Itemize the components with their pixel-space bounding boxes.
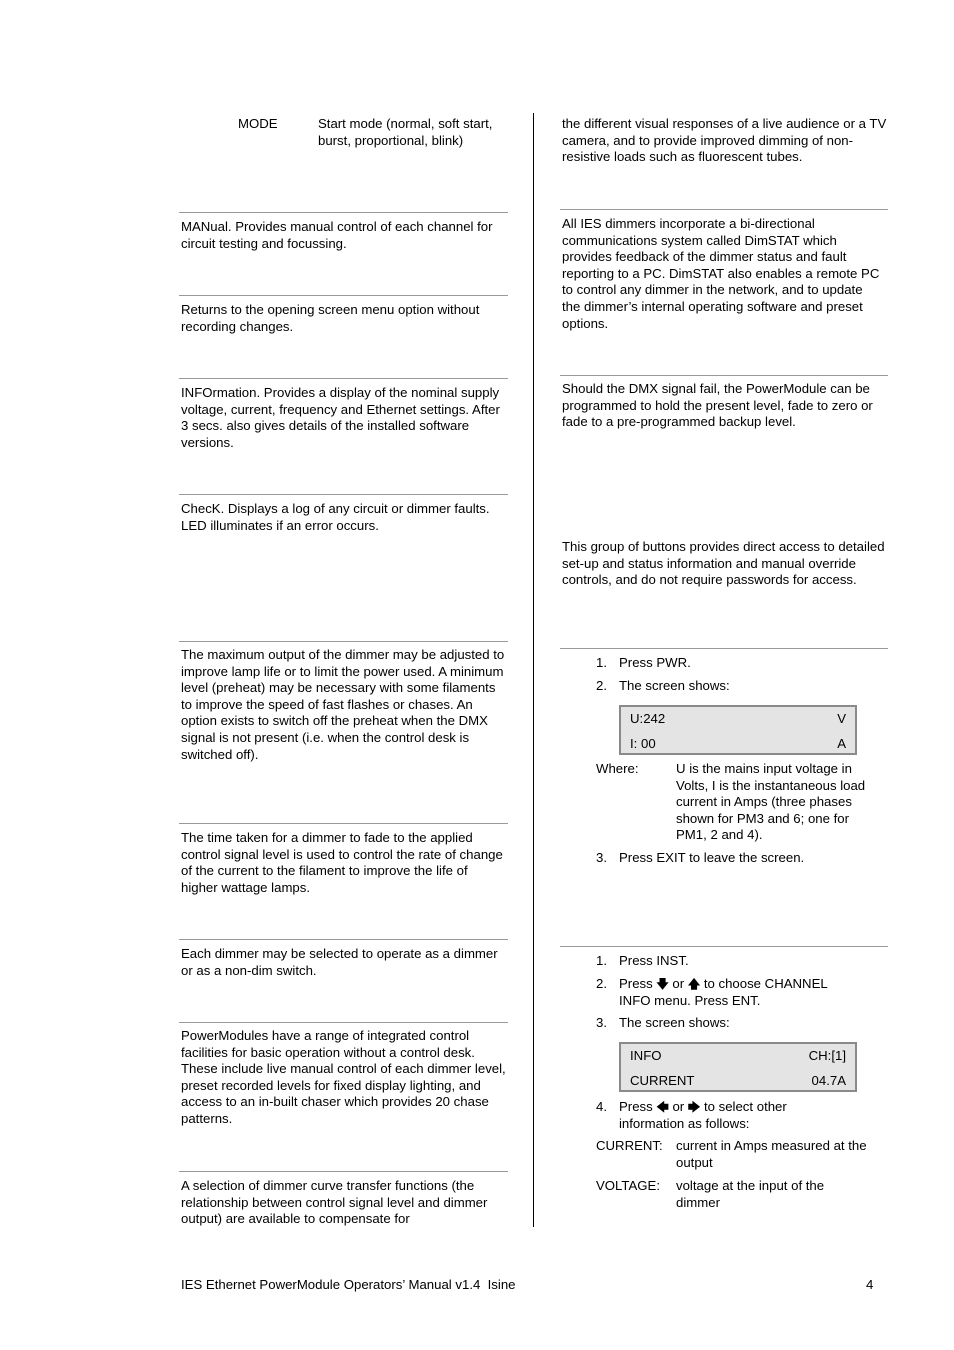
- lcd-display: [619, 1042, 857, 1092]
- lcd-current-unit: A: [837, 736, 846, 751]
- lcd-current-value: 04.7A: [811, 1073, 846, 1088]
- where-label: Where:: [596, 761, 639, 776]
- curves-paragraph: A selection of dimmer curve transfer functions (the relationship between control signal level and dimmer output) are available to compensate for: [181, 1178, 488, 1227]
- max-output-paragraph: The maximum output of the dimmer may be adjusted to improve lamp life or to limit the power used. A minimum level (preheat) may be necessary with some filaments to improve the speed of fast flashes or chases. An option exists to switch off the preheat when the DMX signal is not present (i.e. when the control desk is switched off).: [181, 647, 505, 762]
- curves-continued-paragraph: the different visual responses of a live audience or a TV camera, and to provide improved dimming of non-resistive loads such as fluorescent tubes.: [562, 116, 887, 165]
- step-number: 1.: [596, 953, 607, 968]
- divider: [179, 378, 508, 379]
- mode-term: MODE: [238, 116, 278, 131]
- arrow-right-icon: 🡆: [687, 1100, 701, 1114]
- arrow-left-icon: 🡄: [656, 1100, 669, 1114]
- lcd-voltage-label: U:242: [630, 711, 666, 726]
- step-text: Press EXIT to leave the screen.: [619, 850, 805, 865]
- step-text: Press 🡇 or 🡅 to choose CHANNEL INFO menu. Press ENT.: [619, 976, 828, 1008]
- voltage-label: VOLTAGE:: [596, 1178, 660, 1193]
- information-paragraph: INFOrmation. Provides a display of the nominal supply voltage, current, frequency and Ethernet settings. After 3 secs. also gives details of the installed software versions.: [181, 385, 500, 450]
- current-description: current in Amps measured at the output: [676, 1138, 867, 1170]
- divider: [179, 823, 508, 824]
- buttons-paragraph: This group of buttons provides direct access to detailed set-up and status information and manual override controls, and do not require passwords for access.: [562, 539, 885, 588]
- step-number: 3.: [596, 1015, 607, 1030]
- step-number: 2.: [596, 976, 607, 991]
- page-number: 4: [866, 1277, 874, 1292]
- divider: [179, 1022, 508, 1023]
- voltage-description: voltage at the input of the dimmer: [676, 1178, 825, 1210]
- manual-paragraph: MANual. Provides manual control of each channel for circuit testing and focussing.: [181, 219, 493, 251]
- lcd-current-label: CURRENT: [630, 1073, 695, 1088]
- step-number: 3.: [596, 850, 607, 865]
- footer-title: IES Ethernet PowerModule Operators’ Manual v1.4 Isine: [181, 1277, 516, 1292]
- lcd-channel-value: CH:[1]: [808, 1048, 846, 1063]
- mode-description: Start mode (normal, soft start, burst, proportional, blink): [318, 116, 493, 148]
- step-number: 2.: [596, 678, 607, 693]
- integrated-control-paragraph: PowerModules have a range of integrated control facilities for basic operation without a control desk. These include live manual control of each dimmer level, preset recorded levels for fixed display lighting, and access to an in-built chaser which provides 20 chase patterns.: [181, 1028, 506, 1126]
- step-text: Press 🡄 or 🡆 to select other information as follows:: [619, 1099, 787, 1131]
- divider: [179, 641, 508, 642]
- divider: [560, 375, 888, 376]
- divider: [179, 295, 508, 296]
- divider: [560, 648, 888, 649]
- check-paragraph: ChecK. Displays a log of any circuit or dimmer faults. LED illuminates if an error occurs.: [181, 501, 490, 533]
- step-text: The screen shows:: [619, 1015, 730, 1030]
- lcd-info-label: INFO: [630, 1048, 662, 1063]
- divider: [560, 209, 888, 210]
- arrow-down-icon: 🡇: [656, 977, 669, 991]
- lcd-voltage-unit: V: [837, 711, 846, 726]
- returns-paragraph: Returns to the opening screen menu option without recording changes.: [181, 302, 480, 334]
- lcd-current-label: I: 00: [630, 736, 656, 751]
- divider: [179, 939, 508, 940]
- step-text: The screen shows:: [619, 678, 730, 693]
- column-separator: [533, 113, 534, 1227]
- dimstat-paragraph: All IES dimmers incorporate a bi-directional communications system called DimSTAT which provides feedback of the dimmer status and fault reporting to a PC. DimSTAT also enables a remote PC to control any dimmer in the network, and to update the dimmer’s internal operating software and preset options.: [562, 216, 880, 331]
- fade-time-paragraph: The time taken for a dimmer to fade to the applied control signal level is used to control the rate of change of the current to the filament to improve the life of higher wattage lamps.: [181, 830, 503, 895]
- divider: [179, 212, 508, 213]
- step-text: Press PWR.: [619, 655, 691, 670]
- step-number: 1.: [596, 655, 607, 670]
- where-text: U is the mains input voltage in Volts, I is the instantaneous load current in Amps (three phases shown for PM3 and 6; one for PM1, 2 and 4).: [676, 761, 866, 843]
- divider: [179, 1171, 508, 1172]
- divider: [560, 946, 888, 947]
- arrow-up-icon: 🡅: [687, 977, 701, 991]
- lcd-display: [619, 705, 857, 755]
- step-text: Press INST.: [619, 953, 689, 968]
- switch-paragraph: Each dimmer may be selected to operate as a dimmer or as a non-dim switch.: [181, 946, 498, 978]
- divider: [179, 494, 508, 495]
- dmx-fail-paragraph: Should the DMX signal fail, the PowerModule can be programmed to hold the present level, fade to zero or fade to a pre-programmed backup level.: [562, 381, 873, 430]
- current-label: CURRENT:: [596, 1138, 663, 1153]
- step-number: 4.: [596, 1099, 607, 1114]
